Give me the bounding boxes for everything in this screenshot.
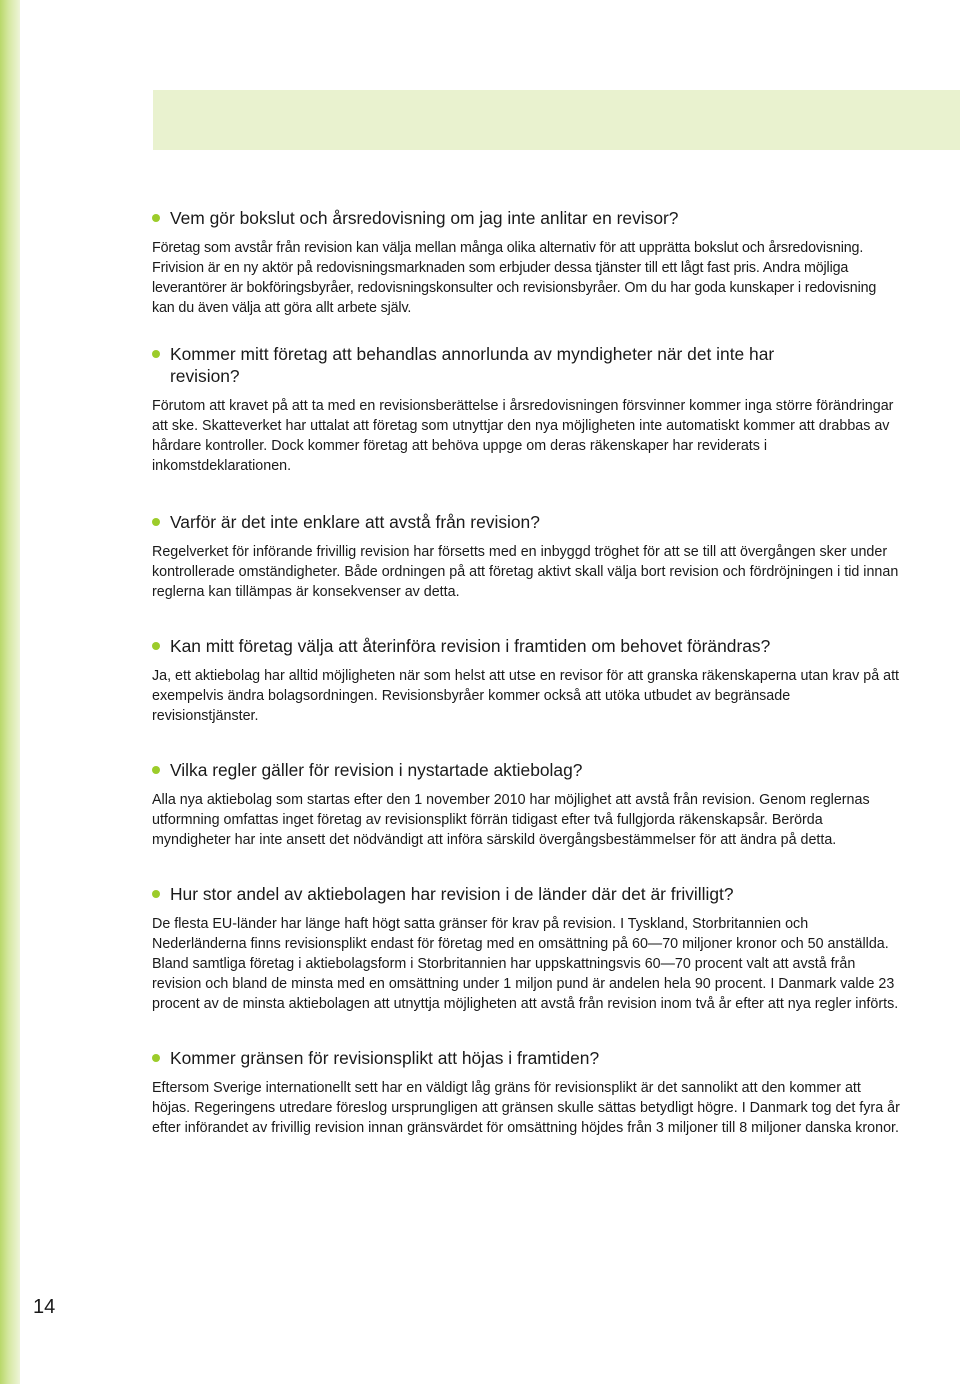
faq-question <box>152 883 900 905</box>
faq-question-text: Varför är det inte enklare att avstå från revision? <box>170 512 540 532</box>
faq-question <box>152 511 900 533</box>
page-number: 14 <box>33 1296 56 1318</box>
faq-question <box>152 343 800 387</box>
faq-question-text: Hur stor andel av aktiebolagen har revision i de länder där det är frivilligt? <box>170 884 734 904</box>
faq-question <box>152 1047 900 1069</box>
bullet-dot-icon <box>152 890 160 898</box>
bullet-dot-icon <box>152 642 160 650</box>
faq-answer: Företag som avstår från revision kan välja mellan många olika alternativ för att upprätta bokslut och årsredovisning. Frivision är en ny aktör på redovisningsmarknaden som erbjuder dessa tjänster till ett lågt fast pris. Andra möjliga leverantörer är bokföringsbyråer, redovisningskonsulter och revisionsbyråer. Om du har goda kunskaper i redovisning kan du även välja att göra allt arbete själv. <box>152 240 877 316</box>
faq-question-text: Kan mitt företag välja att återinföra revision i framtiden om behovet förändras? <box>170 636 771 656</box>
faq-item <box>152 1047 900 1138</box>
faq-answer: Alla nya aktiebolag som startas efter den 1 november 2010 har möjlighet att avstå från revision. Genom reglernas utformning omfattas inget företag av revisionsplikt förrän tidigast efter två fullgjorda räkenskapsår. Berörda myndigheter har inte ansett det nödvändigt att införa särskild övergångsbestämmelser för att ändra på detta. <box>152 792 870 848</box>
faq-item <box>152 759 900 850</box>
faq-item <box>152 207 894 318</box>
faq-question-text: Kommer gränsen för revisionsplikt att höjas i framtiden? <box>170 1048 600 1068</box>
bullet-dot-icon <box>152 766 160 774</box>
faq-answer: Regelverket för införande frivillig revision har försetts med en inbyggd tröghet för att se till att övergången sker under kontrollerade omständigheter. Både ordningen på att företag aktivt skall välja bort revision och fördröjningen i tid innan reglerna kan tillämpas är konsekvenser av detta. <box>152 544 899 600</box>
faq-content <box>152 207 900 1138</box>
faq-answer: Förutom att kravet på att ta med en revisionsberättelse i årsredovisningen försvinner kommer inga större förändringar att ske. Skatteverket har uttalat att företag som utnyttjar den nya möjligheten inte automatiskt kommer att drabbas av hårdare kontroller. Dock kommer företag att behöva uppge om deras räkenskaper har reviderats i inkomstdeklarationen. <box>152 398 894 474</box>
faq-question-text: Vilka regler gäller för revision i nystartade aktiebolag? <box>170 760 583 780</box>
bullet-dot-icon <box>152 1054 160 1062</box>
faq-question <box>152 635 900 657</box>
bullet-dot-icon <box>152 350 160 358</box>
faq-item <box>152 343 900 476</box>
faq-question-text: Kommer mitt företag att behandlas annorlunda av myndigheter när det inte har revision? <box>170 344 775 386</box>
faq-answer: De flesta EU-länder har länge haft högt satta gränser för krav på revision. I Tyskland, Storbritannien och Nederländerna finns revisionsplikt endast för företag med en omsättning på 60—70 miljoner kronor och 50 anställda. Bland samtliga företag i aktiebolagsform i Storbritannien har uppskattningsvis 60—70 procent valt att avstå från revision och bland de minsta med en omsättning under 1 miljon pund är andelen hela 90 procent. I Danmark valde 23 procent av de minsta aktiebolagen att utnyttja möjligheten att avstå från revision inom två år efter att nya regler införts. <box>152 916 899 1012</box>
faq-answer: Eftersom Sverige internationellt sett har en väldigt låg gräns för revisionsplikt är det sannolikt att den kommer att höjas. Regeringens utredare föreslog ursprungligen att gränsen skulle sättas betydligt högre. I Danmark tog det fyra år efter införandet av frivillig revision innan gränsvärdet för omsättning höjdes från 3 miljoner till 8 miljoner danska kronor. <box>152 1080 900 1136</box>
left-accent-stripe <box>0 0 20 1384</box>
faq-question-text: Vem gör bokslut och årsredovisning om jag inte anlitar en revisor? <box>170 208 679 228</box>
faq-item <box>152 511 900 602</box>
faq-question <box>152 207 894 229</box>
faq-question <box>152 759 900 781</box>
faq-answer: Ja, ett aktiebolag har alltid möjligheten när som helst att utse en revisor för att granska räkenskaperna utan krav på att exempelvis ändra bolagsordningen. Revisionsbyråer kommer också att utöka utbudet av begränsade revisionstjänster. <box>152 668 900 724</box>
faq-item <box>152 635 900 726</box>
header-band <box>153 90 960 150</box>
faq-item <box>152 883 900 1014</box>
bullet-dot-icon <box>152 214 160 222</box>
bullet-dot-icon <box>152 518 160 526</box>
